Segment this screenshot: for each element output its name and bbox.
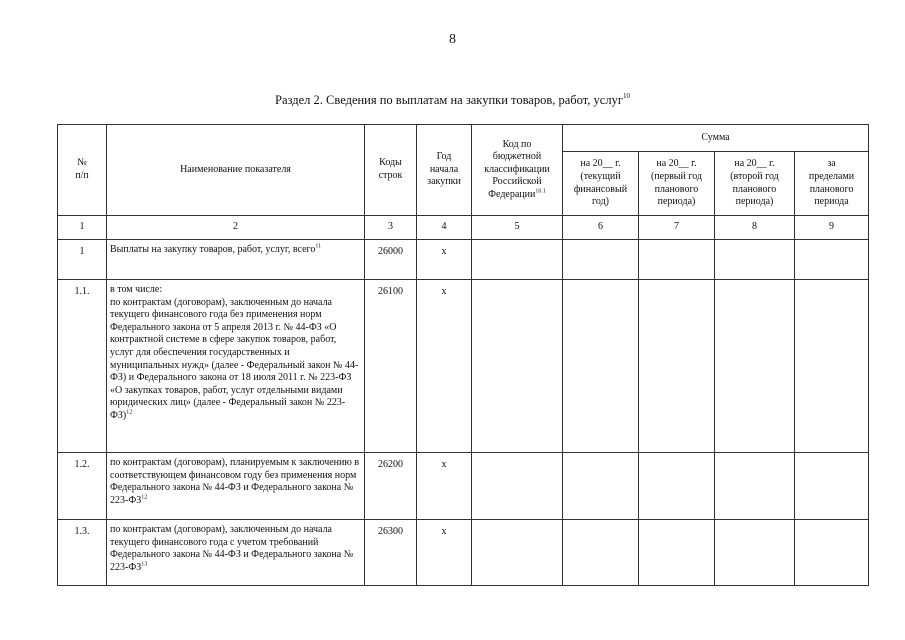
row-code: 26200 bbox=[365, 453, 417, 520]
row-name-text: по контрактам (договорам), планируемым к заключению в соответствующем финансовом году без применения норм Федерального закона № 44-ФЗ и Федерального закона № 223-ФЗ bbox=[110, 457, 360, 506]
table-row bbox=[58, 520, 869, 586]
sum-cell bbox=[563, 280, 639, 453]
sum-cell bbox=[639, 520, 715, 586]
sum-cell bbox=[795, 280, 869, 453]
row-footnote: 11 bbox=[315, 243, 322, 250]
header-sum-first-plan-year: на 20__ г. (первый год планового периода) bbox=[639, 152, 715, 216]
sum-cell bbox=[715, 280, 795, 453]
sum-cell bbox=[563, 240, 639, 280]
row-year: х bbox=[417, 453, 472, 520]
row-footnote: 12 bbox=[141, 494, 148, 501]
header-sum: Сумма bbox=[563, 125, 869, 152]
col-number: 8 bbox=[715, 216, 795, 240]
row-footnote: 12 bbox=[126, 409, 133, 416]
row-num: 1 bbox=[58, 240, 107, 280]
row-code: 26100 bbox=[365, 280, 417, 453]
row-name bbox=[107, 520, 365, 586]
row-name bbox=[107, 240, 365, 280]
col-number: 1 bbox=[58, 216, 107, 240]
header-sum-beyond-period: за пределами планового периода bbox=[795, 152, 869, 216]
sum-cell bbox=[795, 520, 869, 586]
col-number: 3 bbox=[365, 216, 417, 240]
header-row-1 bbox=[58, 125, 869, 152]
row-footnote: 13 bbox=[141, 561, 148, 568]
row-num: 1.3. bbox=[58, 520, 107, 586]
section-title-text: Раздел 2. Сведения по выплатам на закупки товаров, работ, услуг bbox=[275, 93, 623, 107]
sum-cell bbox=[795, 240, 869, 280]
sum-cell bbox=[563, 520, 639, 586]
row-year: х bbox=[417, 280, 472, 453]
header-sum-second-plan-year: на 20__ г. (второй год планового периода) bbox=[715, 152, 795, 216]
col-number: 2 bbox=[107, 216, 365, 240]
sum-cell bbox=[639, 280, 715, 453]
sum-cell bbox=[715, 240, 795, 280]
col-number: 4 bbox=[417, 216, 472, 240]
sum-cell bbox=[472, 453, 563, 520]
col-number: 9 bbox=[795, 216, 869, 240]
row-name-text: по контрактам (договорам), заключенным до начала текущего финансового года с учетом требований Федерального закона № 44-ФЗ и Федерального закона № 223-ФЗ bbox=[110, 524, 354, 573]
column-number-row bbox=[58, 216, 869, 240]
header-kbk bbox=[472, 125, 563, 216]
sum-cell bbox=[563, 453, 639, 520]
header-name: Наименование показателя bbox=[107, 125, 365, 216]
row-name-text: Выплаты на закупку товаров, работ, услуг, всего bbox=[110, 244, 316, 255]
header-kbk-footnote: 10.1 bbox=[535, 188, 546, 195]
row-name bbox=[107, 453, 365, 520]
row-num: 1.1. bbox=[58, 280, 107, 453]
header-num: № п/п bbox=[58, 125, 107, 216]
sum-cell bbox=[472, 280, 563, 453]
sum-cell bbox=[639, 453, 715, 520]
col-number: 7 bbox=[639, 216, 715, 240]
section-title-footnote: 10 bbox=[622, 91, 630, 100]
sum-cell bbox=[715, 453, 795, 520]
header-kbk-text: Код по бюджетной классификации Российской Федерации bbox=[484, 138, 550, 200]
row-num: 1.2. bbox=[58, 453, 107, 520]
row-name-text: в том числе: по контрактам (договорам), заключенным до начала текущего финансового года без применения норм Федерального закона от 5 апреля 2013 г. № 44-ФЗ «О контрактной системе в сфере закупок товаров, работ, услуг для обеспечения государственных и муниципальных нужд» (далее - Федеральный закон № 44-ФЗ) и Федерального закона от 18 июля 2011 г. № 223-ФЗ «О закупках товаров, работ, услуг отдельными видами юридических лиц» (далее - Федеральный закон № 223-ФЗ) bbox=[110, 284, 359, 421]
row-year: х bbox=[417, 520, 472, 586]
col-number: 5 bbox=[472, 216, 563, 240]
sum-cell bbox=[472, 520, 563, 586]
row-year: х bbox=[417, 240, 472, 280]
table-row bbox=[58, 280, 869, 453]
header-codes: Коды строк bbox=[365, 125, 417, 216]
col-number: 6 bbox=[563, 216, 639, 240]
section-title bbox=[0, 93, 905, 108]
header-year: Год начала закупки bbox=[417, 125, 472, 216]
sum-cell bbox=[639, 240, 715, 280]
table-row bbox=[58, 240, 869, 280]
header-sum-current-year: на 20__ г. (текущий финансовый год) bbox=[563, 152, 639, 216]
sum-cell bbox=[795, 453, 869, 520]
table-row bbox=[58, 453, 869, 520]
row-code: 26300 bbox=[365, 520, 417, 586]
row-code: 26000 bbox=[365, 240, 417, 280]
payments-table bbox=[57, 124, 869, 586]
page-number: 8 bbox=[449, 32, 456, 47]
row-name bbox=[107, 280, 365, 453]
sum-cell bbox=[715, 520, 795, 586]
sum-cell bbox=[472, 240, 563, 280]
